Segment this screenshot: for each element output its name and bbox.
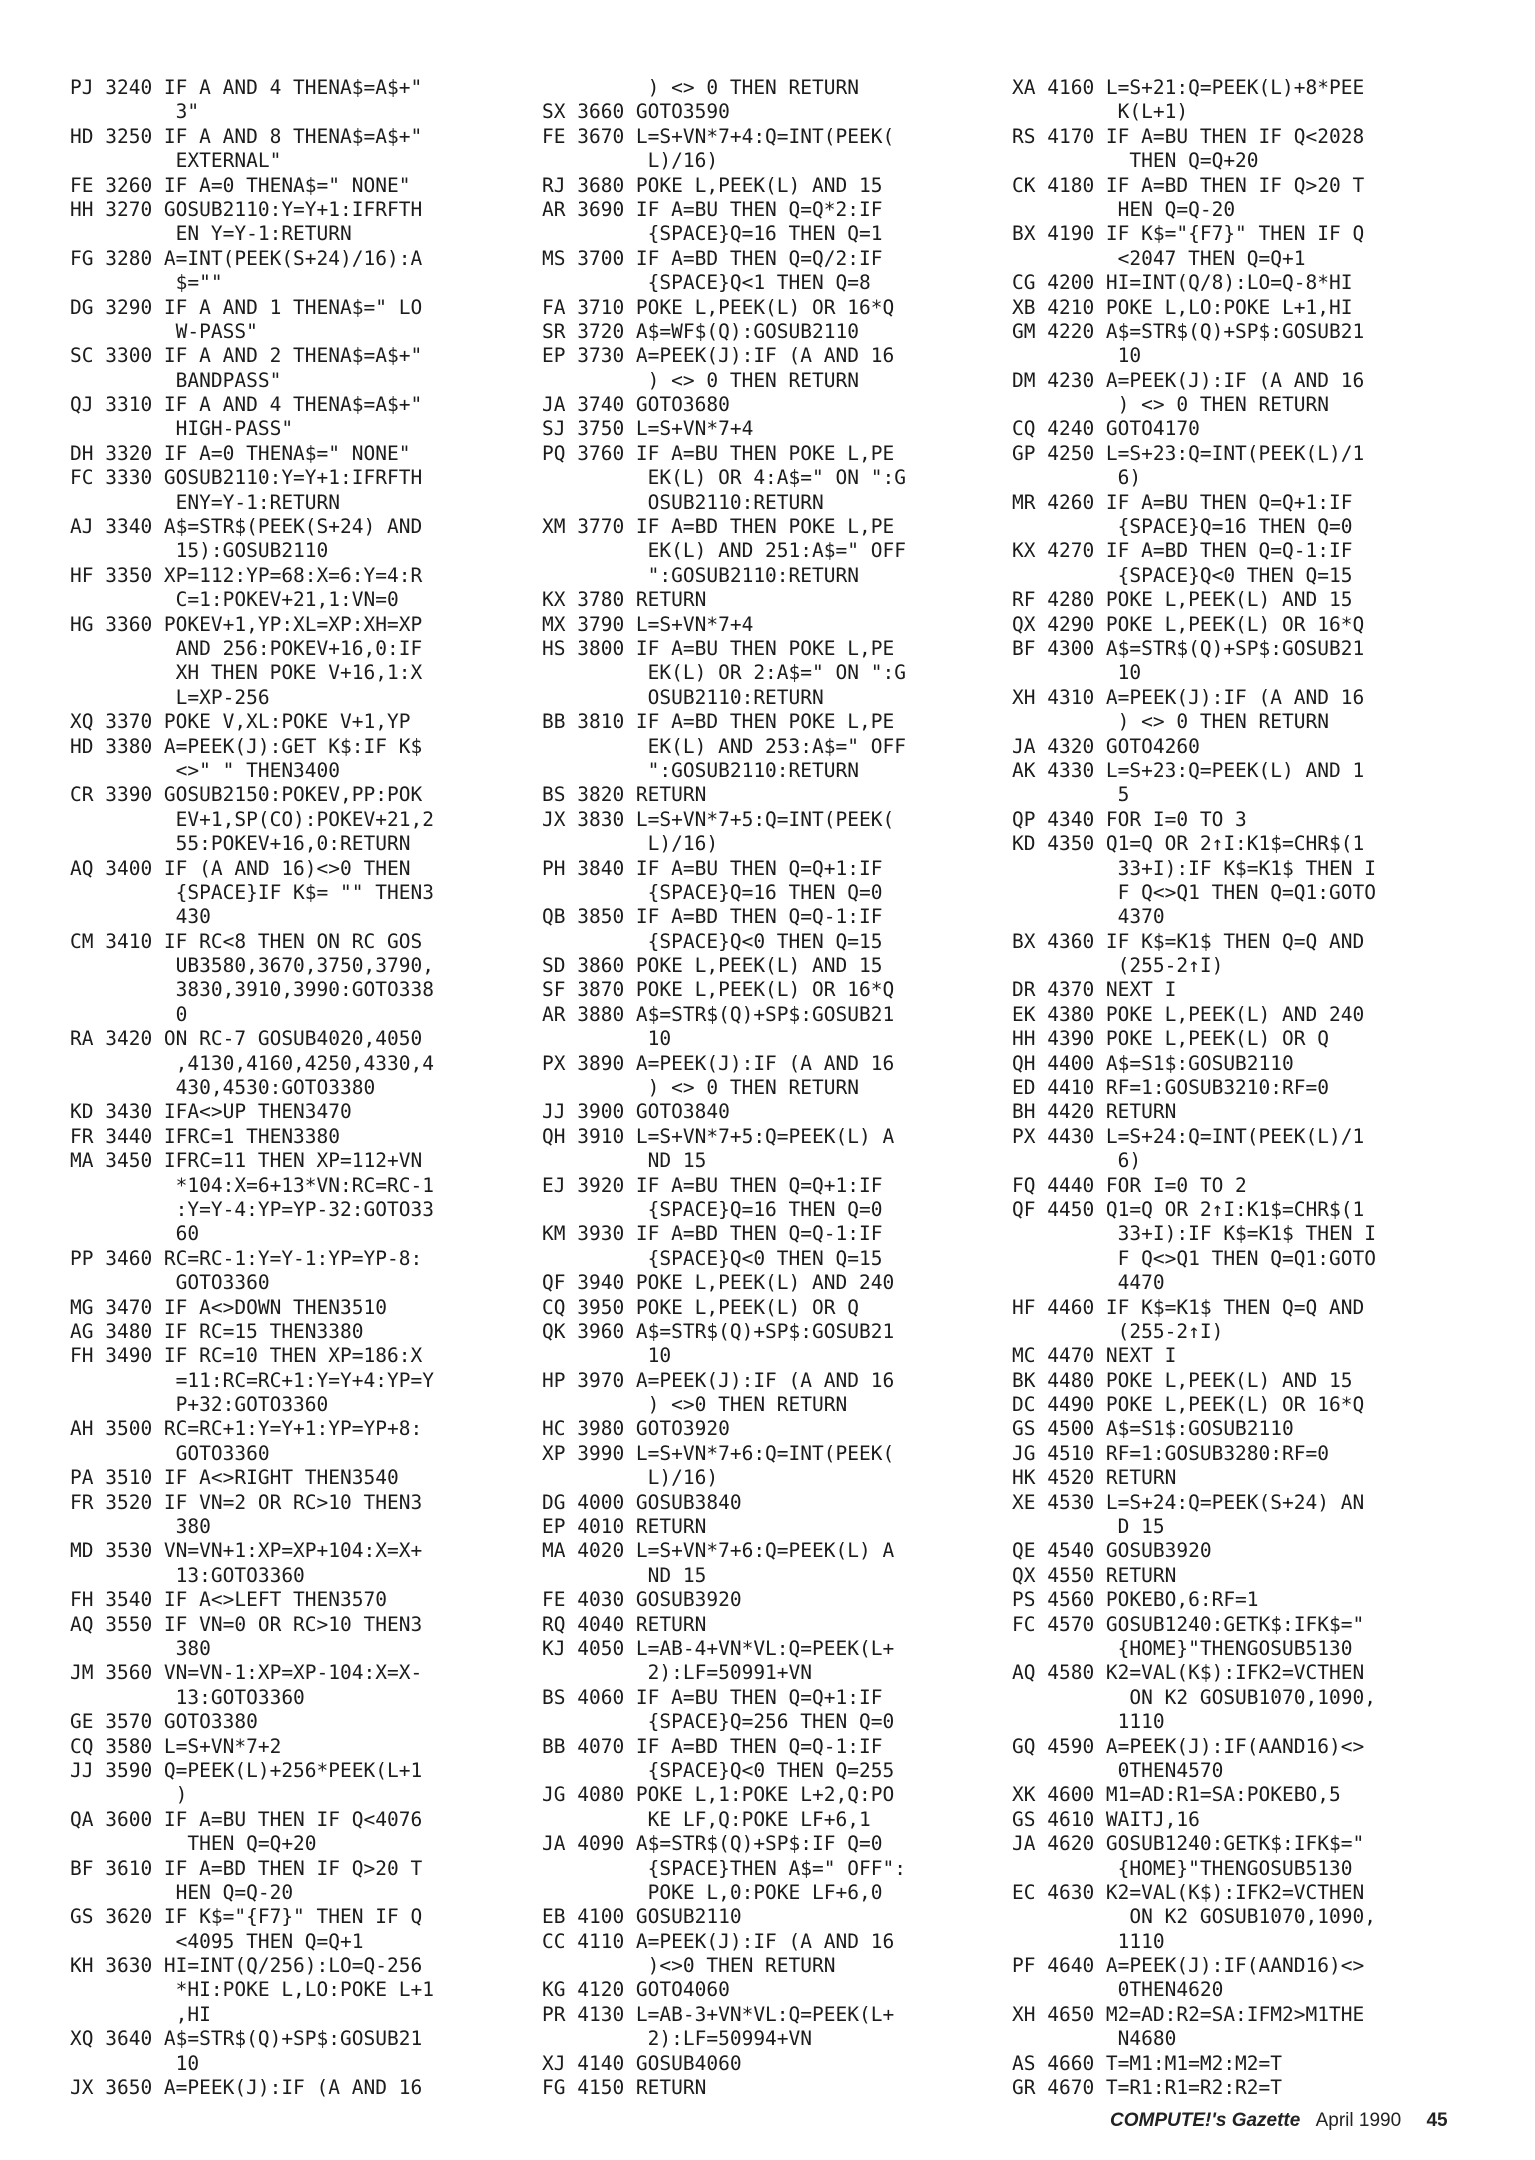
code-line: MA 4020 L=S+VN*7+6:Q=PEEK(L) A	[542, 1539, 895, 1563]
code-line: L)/16)	[542, 1466, 719, 1490]
code-line: GS 4610 WAITJ,16	[1012, 1807, 1200, 1831]
code-line: QB 3850 IF A=BD THEN Q=Q-1:IF	[542, 905, 883, 929]
code-line: BH 4420 RETURN	[1012, 1100, 1177, 1124]
code-line: XQ 3640 A$=STR$(Q)+SP$:GOSUB21	[70, 2027, 423, 2051]
code-line: QK 3960 A$=STR$(Q)+SP$:GOSUB21	[542, 1319, 895, 1343]
code-line: D 15	[1012, 1515, 1165, 1539]
code-line: L)/16)	[542, 832, 719, 856]
code-line: 0THEN4570	[1012, 1758, 1224, 1782]
code-line: PP 3460 RC=RC-1:Y=Y-1:YP=YP-8:	[70, 1246, 423, 1270]
code-line: BB 3810 IF A=BD THEN POKE L,PE	[542, 710, 895, 734]
code-line: GS 3620 IF K$="{F7}" THEN IF Q	[70, 1905, 423, 1929]
code-line: ,HI	[70, 2002, 211, 2026]
code-line: C=1:POKEV+21,1:VN=0	[70, 588, 399, 612]
code-line: {SPACE}Q<0 THEN Q=15	[542, 929, 883, 953]
code-line: JA 3740 GOTO3680	[542, 393, 730, 417]
code-line: XP 3990 L=S+VN*7+6:Q=INT(PEEK(	[542, 1441, 895, 1465]
code-line: {HOME}"THENGOSUB5130	[1012, 1637, 1353, 1660]
code-line: {SPACE}Q=16 THEN Q=0	[542, 1197, 883, 1221]
listing-column-3	[1012, 76, 1482, 2100]
code-line: RF 4280 POKE L,PEEK(L) AND 15	[1012, 588, 1353, 612]
code-line: HEN Q=Q-20	[70, 1880, 294, 1904]
code-line: 0	[70, 1002, 188, 1026]
code-line: EK(L) OR 4:A$=" ON ":G	[542, 466, 906, 490]
code-line: BB 4070 IF A=BD THEN Q=Q-1:IF	[542, 1734, 883, 1758]
code-line: UB3580,3670,3750,3790,	[70, 954, 434, 978]
code-line: XE 4530 L=S+24:Q=PEEK(S+24) AN	[1012, 1490, 1365, 1514]
code-line: PS 4560 POKEBO,6:RF=1	[1012, 1588, 1259, 1612]
code-line: 55:POKEV+16,0:RETURN	[70, 832, 411, 856]
code-line: {SPACE}Q=16 THEN Q=1	[542, 222, 883, 246]
code-line: GE 3570 GOTO3380	[70, 1710, 258, 1734]
code-line: EB 4100 GOSUB2110	[542, 1905, 742, 1929]
code-line: CR 3390 GOSUB2150:POKEV,PP:POK	[70, 783, 423, 807]
code-line: DC 4490 POKE L,PEEK(L) OR 16*Q	[1012, 1393, 1365, 1417]
code-line: 5	[1012, 783, 1130, 807]
code-line: 4470	[1012, 1271, 1165, 1295]
code-line: MC 4470 NEXT I	[1012, 1344, 1177, 1368]
code-line: 0THEN4620	[1012, 1978, 1224, 2002]
code-line: FH 3490 IF RC=10 THEN XP=186:X	[70, 1344, 423, 1368]
code-line: )	[70, 1783, 188, 1807]
code-line: AQ 3400 IF (A AND 16)<>0 THEN	[70, 856, 411, 880]
code-line: *HI:POKE L,LO:POKE L+1	[70, 1978, 434, 2002]
code-line: FR 3520 IF VN=2 OR RC>10 THEN3	[70, 1490, 423, 1514]
code-line: XH 4650 M2=AD:R2=SA:IFM2>M1THE	[1012, 2002, 1365, 2026]
code-line: DR 4370 NEXT I	[1012, 978, 1177, 1002]
code-line: JX 3830 L=S+VN*7+5:Q=INT(PEEK(	[542, 807, 895, 831]
code-line: MA 3450 IFRC=11 THEN XP=112+VN	[70, 1149, 423, 1173]
code-line: 60	[70, 1222, 200, 1246]
code-line: {HOME}"THENGOSUB5130	[1012, 1856, 1353, 1880]
code-line: XB 4210 POKE L,LO:POKE L+1,HI	[1012, 295, 1353, 319]
code-line: {SPACE}Q<0 THEN Q=15	[542, 1246, 883, 1270]
code-line: ED 4410 RF=1:GOSUB3210:RF=0	[1012, 1076, 1329, 1100]
code-line: )<>0 THEN RETURN	[542, 1954, 836, 1978]
code-line: {SPACE}Q<0 THEN Q=15	[1012, 563, 1353, 587]
code-line: {SPACE}Q<1 THEN Q=8	[542, 271, 871, 295]
code-line: EK(L) AND 251:A$=" OFF	[542, 539, 906, 563]
code-line: 4370	[1012, 905, 1165, 929]
code-line: JG 4080 POKE L,1:POKE L+2,Q:PO	[542, 1783, 895, 1807]
code-line: BF 4300 A$=STR$(Q)+SP$:GOSUB21	[1012, 636, 1365, 660]
code-line: CC 4110 A=PEEK(J):IF (A AND 16	[542, 1929, 895, 1953]
code-line: $=""	[70, 271, 223, 295]
code-line: P+32:GOTO3360	[70, 1393, 329, 1417]
code-line: HF 3350 XP=112:YP=68:X=6:Y=4:R	[70, 563, 423, 587]
code-line: DH 3320 IF A=0 THENA$=" NONE"	[70, 441, 411, 465]
code-line: HG 3360 POKEV+1,YP:XL=XP:XH=XP	[70, 612, 423, 636]
code-line: PJ 3240 IF A AND 4 THENA$=A$+"	[70, 76, 423, 99]
code-line: FG 3280 A=INT(PEEK(S+24)/16):A	[70, 246, 423, 270]
code-line: EJ 3920 IF A=BU THEN Q=Q+1:IF	[542, 1173, 883, 1197]
code-line: 10	[542, 1027, 672, 1051]
magazine-name: COMPUTE!'s Gazette	[1110, 2110, 1301, 2131]
code-line: 1110	[1012, 1929, 1165, 1953]
code-line: JG 4510 RF=1:GOSUB3280:RF=0	[1012, 1441, 1329, 1465]
code-line: 10	[1012, 344, 1142, 368]
code-line: <>" " THEN3400	[70, 758, 341, 782]
code-line: AJ 3340 A$=STR$(PEEK(S+24) AND	[70, 515, 423, 539]
issue-date: April 1990	[1315, 2110, 1402, 2131]
code-line: QF 4450 Q1=Q OR 2↑I:K1$=CHR$(1	[1012, 1197, 1365, 1221]
code-line: N4680	[1012, 2027, 1177, 2051]
code-line: F Q<>Q1 THEN Q=Q1:GOTO	[1012, 1246, 1376, 1270]
code-line: 380	[70, 1515, 211, 1539]
code-line: 430	[70, 905, 211, 929]
code-line: JA 4620 GOSUB1240:GETK$:IFK$="	[1012, 1832, 1365, 1856]
code-line: KJ 4050 L=AB-4+VN*VL:Q=PEEK(L+	[542, 1637, 895, 1660]
page-footer	[1110, 2110, 1490, 2132]
code-line: ENY=Y-1:RETURN	[70, 490, 341, 514]
code-line: MD 3530 VN=VN+1:XP=XP+104:X=X+	[70, 1539, 423, 1563]
code-line: KE LF,Q:POKE LF+6,1	[542, 1807, 871, 1831]
code-line: GM 4220 A$=STR$(Q)+SP$:GOSUB21	[1012, 319, 1365, 343]
code-line: K(L+1)	[1012, 100, 1189, 124]
code-line: ) <> 0 THEN RETURN	[1012, 393, 1329, 417]
code-line: ) <> 0 THEN RETURN	[542, 1076, 859, 1100]
code-line: {SPACE}Q=16 THEN Q=0	[542, 880, 883, 904]
code-line: BK 4480 POKE L,PEEK(L) AND 15	[1012, 1368, 1353, 1392]
code-line: AR 3690 IF A=BU THEN Q=Q*2:IF	[542, 197, 883, 221]
code-line: KD 3430 IFA<>UP THEN3470	[70, 1100, 352, 1124]
code-line: F Q<>Q1 THEN Q=Q1:GOTO	[1012, 880, 1376, 904]
code-line: {SPACE}THEN A$=" OFF":	[542, 1856, 906, 1880]
code-line: GQ 4590 A=PEEK(J):IF(AAND16)<>	[1012, 1734, 1365, 1758]
code-line: SD 3860 POKE L,PEEK(L) AND 15	[542, 954, 883, 978]
code-line: RS 4170 IF A=BU THEN IF Q<2028	[1012, 124, 1365, 148]
code-line: EN Y=Y-1:RETURN	[70, 222, 352, 246]
page-number: 45	[1426, 2110, 1448, 2131]
code-line: 15):GOSUB2110	[70, 539, 329, 563]
code-line: 10	[542, 1344, 672, 1368]
code-line: QX 4290 POKE L,PEEK(L) OR 16*Q	[1012, 612, 1365, 636]
code-line: PX 4430 L=S+24:Q=INT(PEEK(L)/1	[1012, 1124, 1365, 1148]
code-line: HP 3970 A=PEEK(J):IF (A AND 16	[542, 1368, 895, 1392]
code-line: HD 3380 A=PEEK(J):GET K$:IF K$	[70, 734, 423, 758]
code-line: BF 3610 IF A=BD THEN IF Q>20 T	[70, 1856, 423, 1880]
code-line: MS 3700 IF A=BD THEN Q=Q/2:IF	[542, 246, 883, 270]
code-line: QF 3940 POKE L,PEEK(L) AND 240	[542, 1271, 895, 1295]
code-line: HH 3270 GOSUB2110:Y=Y+1:IFRFTH	[70, 197, 423, 221]
code-line: KX 3780 RETURN	[542, 588, 707, 612]
code-line: HF 4460 IF K$=K1$ THEN Q=Q AND	[1012, 1295, 1365, 1319]
code-line: <2047 THEN Q=Q+1	[1012, 246, 1306, 270]
code-line: ) <> 0 THEN RETURN	[542, 368, 859, 392]
code-line: EP 4010 RETURN	[542, 1515, 707, 1539]
code-line: FE 3260 IF A=0 THENA$=" NONE"	[70, 173, 411, 197]
code-line: L=XP-256	[70, 685, 270, 709]
code-line: OSUB2110:RETURN	[542, 685, 824, 709]
code-line: L)/16)	[542, 149, 719, 173]
code-line: SR 3720 A$=WF$(Q):GOSUB2110	[542, 319, 859, 343]
code-line: MR 4260 IF A=BU THEN Q=Q+1:IF	[1012, 490, 1353, 514]
code-line: AND 256:POKEV+16,0:IF	[70, 636, 423, 660]
code-line: QJ 3310 IF A AND 4 THENA$=A$+"	[70, 393, 423, 417]
code-line: FC 4570 GOSUB1240:GETK$:IFK$="	[1012, 1612, 1365, 1636]
code-line: CQ 3580 L=S+VN*7+2	[70, 1734, 282, 1758]
code-line: FC 3330 GOSUB2110:Y=Y+1:IFRFTH	[70, 466, 423, 490]
code-line: XQ 3370 POKE V,XL:POKE V+1,YP	[70, 710, 411, 734]
code-line: HH 4390 POKE L,PEEK(L) OR Q	[1012, 1027, 1329, 1051]
code-line: ND 15	[542, 1563, 707, 1587]
code-line: 33+I):IF K$=K1$ THEN I	[1012, 856, 1376, 880]
code-line: 13:GOTO3360	[70, 1563, 305, 1587]
code-line: QH 4400 A$=S1$:GOSUB2110	[1012, 1051, 1294, 1075]
code-line: 33+I):IF K$=K1$ THEN I	[1012, 1222, 1376, 1246]
code-line: AR 3880 A$=STR$(Q)+SP$:GOSUB21	[542, 1002, 895, 1026]
code-line: EP 3730 A=PEEK(J):IF (A AND 16	[542, 344, 895, 368]
code-line: QP 4340 FOR I=0 TO 3	[1012, 807, 1247, 831]
code-line: KG 4120 GOTO4060	[542, 1978, 730, 2002]
code-line: 6)	[1012, 466, 1142, 490]
code-line: JM 3560 VN=VN-1:XP=XP-104:X=X-	[70, 1661, 423, 1685]
code-line: BX 4360 IF K$=K1$ THEN Q=Q AND	[1012, 929, 1365, 953]
code-line: PX 3890 A=PEEK(J):IF (A AND 16	[542, 1051, 895, 1075]
code-line: DG 4000 GOSUB3840	[542, 1490, 742, 1514]
code-line: FA 3710 POKE L,PEEK(L) OR 16*Q	[542, 295, 895, 319]
code-line: 6)	[1012, 1149, 1142, 1173]
code-line: PA 3510 IF A<>RIGHT THEN3540	[70, 1466, 399, 1490]
code-line: {SPACE}Q=256 THEN Q=0	[542, 1710, 895, 1734]
code-line: BX 4190 IF K$="{F7}" THEN IF Q	[1012, 222, 1365, 246]
code-line: :Y=Y-4:YP=YP-32:GOTO33	[70, 1197, 434, 1221]
code-line: GR 4670 T=R1:R1=R2:R2=T	[1012, 2076, 1283, 2100]
code-line: {SPACE}IF K$= "" THEN3	[70, 880, 434, 904]
code-line: CQ 4240 GOTO4170	[1012, 417, 1200, 441]
code-line: HIGH-PASS"	[70, 417, 294, 441]
code-line: JJ 3590 Q=PEEK(L)+256*PEEK(L+1	[70, 1758, 423, 1782]
code-line: SJ 3750 L=S+VN*7+4	[542, 417, 754, 441]
listing-column-2	[542, 76, 1012, 2100]
code-line: POKE L,0:POKE LF+6,0	[542, 1880, 883, 1904]
code-line: AQ 4580 K2=VAL(K$):IFK2=VCTHEN	[1012, 1661, 1365, 1685]
code-line: 2):LF=50994+VN	[542, 2027, 813, 2051]
listing-column-1	[70, 76, 540, 2100]
code-line: GS 4500 A$=S1$:GOSUB2110	[1012, 1417, 1294, 1441]
code-line: THEN Q=Q+20	[70, 1832, 317, 1856]
code-line: GP 4250 L=S+23:Q=INT(PEEK(L)/1	[1012, 441, 1365, 465]
code-line: FH 3540 IF A<>LEFT THEN3570	[70, 1588, 387, 1612]
code-line: HC 3980 GOTO3920	[542, 1417, 730, 1441]
code-line: EK(L) AND 253:A$=" OFF	[542, 734, 906, 758]
code-line: CM 3410 IF RC<8 THEN ON RC GOS	[70, 929, 423, 953]
code-line: XH THEN POKE V+16,1:X	[70, 661, 423, 685]
code-line: 430,4530:GOTO3380	[70, 1076, 376, 1100]
code-line: FE 4030 GOSUB3920	[542, 1588, 742, 1612]
code-line: JA 4320 GOTO4260	[1012, 734, 1200, 758]
code-line: HD 3250 IF A AND 8 THENA$=A$+"	[70, 124, 423, 148]
code-line: =11:RC=RC+1:Y=Y+4:YP=Y	[70, 1368, 434, 1392]
code-line: FE 3670 L=S+VN*7+4:Q=INT(PEEK(	[542, 124, 895, 148]
code-line: BS 3820 RETURN	[542, 783, 707, 807]
code-line: BS 4060 IF A=BU THEN Q=Q+1:IF	[542, 1685, 883, 1709]
code-line: FQ 4440 FOR I=0 TO 2	[1012, 1173, 1247, 1197]
code-line: OSUB2110:RETURN	[542, 490, 824, 514]
code-line: EK(L) OR 2:A$=" ON ":G	[542, 661, 906, 685]
code-line: KM 3930 IF A=BD THEN Q=Q-1:IF	[542, 1222, 883, 1246]
code-line: (255-2↑I)	[1012, 1319, 1224, 1343]
code-line: XK 4600 M1=AD:R1=SA:POKEBO,5	[1012, 1783, 1341, 1807]
code-line: ":GOSUB2110:RETURN	[542, 563, 859, 587]
code-line: 380	[70, 1637, 211, 1660]
code-line: CK 4180 IF A=BD THEN IF Q>20 T	[1012, 173, 1365, 197]
code-line: KH 3630 HI=INT(Q/256):LO=Q-256	[70, 1954, 423, 1978]
code-line: FR 3440 IFRC=1 THEN3380	[70, 1124, 341, 1148]
code-line: SF 3870 POKE L,PEEK(L) OR 16*Q	[542, 978, 895, 1002]
code-line: 3830,3910,3990:GOTO338	[70, 978, 434, 1002]
code-line: ) <> 0 THEN RETURN	[1012, 710, 1329, 734]
code-line: JJ 3900 GOTO3840	[542, 1100, 730, 1124]
code-line: EC 4630 K2=VAL(K$):IFK2=VCTHEN	[1012, 1880, 1365, 1904]
code-line: 10	[1012, 661, 1142, 685]
code-line: ,4130,4160,4250,4330,4	[70, 1051, 434, 1075]
code-line: DG 3290 IF A AND 1 THENA$=" LO	[70, 295, 423, 319]
code-line: HEN Q=Q-20	[1012, 197, 1236, 221]
code-line: (255-2↑I)	[1012, 954, 1224, 978]
code-line: DM 4230 A=PEEK(J):IF (A AND 16	[1012, 368, 1365, 392]
code-line: 10	[70, 2051, 200, 2075]
code-line: W-PASS"	[70, 319, 258, 343]
code-line: {SPACE}Q=16 THEN Q=0	[1012, 515, 1353, 539]
code-line: QE 4540 GOSUB3920	[1012, 1539, 1212, 1563]
code-line: XM 3770 IF A=BD THEN POKE L,PE	[542, 515, 895, 539]
code-line: AG 3480 IF RC=15 THEN3380	[70, 1319, 364, 1343]
code-line: BANDPASS"	[70, 368, 282, 392]
code-line: RJ 3680 POKE L,PEEK(L) AND 15	[542, 173, 883, 197]
code-line: ":GOSUB2110:RETURN	[542, 758, 859, 782]
code-line: THEN Q=Q+20	[1012, 149, 1259, 173]
code-line: QH 3910 L=S+VN*7+5:Q=PEEK(L) A	[542, 1124, 895, 1148]
code-line: 3"	[70, 100, 200, 124]
code-line: JX 3650 A=PEEK(J):IF (A AND 16	[70, 2076, 423, 2100]
code-line: PR 4130 L=AB-3+VN*VL:Q=PEEK(L+	[542, 2002, 895, 2026]
code-line: HS 3800 IF A=BU THEN POKE L,PE	[542, 636, 895, 660]
code-line: PH 3840 IF A=BU THEN Q=Q+1:IF	[542, 856, 883, 880]
code-line: AQ 3550 IF VN=0 OR RC>10 THEN3	[70, 1612, 423, 1636]
code-line: AH 3500 RC=RC+1:Y=Y+1:YP=YP+8:	[70, 1417, 423, 1441]
code-line: AK 4330 L=S+23:Q=PEEK(L) AND 1	[1012, 758, 1365, 782]
code-line: ND 15	[542, 1149, 707, 1173]
code-line: XJ 4140 GOSUB4060	[542, 2051, 742, 2075]
code-line: QX 4550 RETURN	[1012, 1563, 1177, 1587]
code-line: ) <>0 THEN RETURN	[542, 1393, 848, 1417]
code-line: EV+1,SP(CO):POKEV+21,2	[70, 807, 434, 831]
code-line: KX 4270 IF A=BD THEN Q=Q-1:IF	[1012, 539, 1353, 563]
code-line: ) <> 0 THEN RETURN	[542, 76, 859, 99]
code-line: GOTO3360	[70, 1271, 270, 1295]
code-line: MG 3470 IF A<>DOWN THEN3510	[70, 1295, 387, 1319]
code-line: MX 3790 L=S+VN*7+4	[542, 612, 754, 636]
code-line: PF 4640 A=PEEK(J):IF(AAND16)<>	[1012, 1954, 1365, 1978]
code-line: 2):LF=50991+VN	[542, 1661, 813, 1685]
code-line: <4095 THEN Q=Q+1	[70, 1929, 364, 1953]
code-line: SC 3300 IF A AND 2 THENA$=A$+"	[70, 344, 423, 368]
code-line: PQ 3760 IF A=BU THEN POKE L,PE	[542, 441, 895, 465]
code-line: EXTERNAL"	[70, 149, 282, 173]
code-line: RA 3420 ON RC-7 GOSUB4020,4050	[70, 1027, 423, 1051]
code-line: RQ 4040 RETURN	[542, 1612, 707, 1636]
code-line: HK 4520 RETURN	[1012, 1466, 1177, 1490]
code-line: {SPACE}Q<0 THEN Q=255	[542, 1758, 895, 1782]
code-line: CQ 3950 POKE L,PEEK(L) OR Q	[542, 1295, 859, 1319]
code-line: ON K2 GOSUB1070,1090,	[1012, 1905, 1376, 1929]
code-line: ON K2 GOSUB1070,1090,	[1012, 1685, 1376, 1709]
code-line: XH 4310 A=PEEK(J):IF (A AND 16	[1012, 685, 1365, 709]
code-line: SX 3660 GOTO3590	[542, 100, 730, 124]
code-line: FG 4150 RETURN	[542, 2076, 707, 2100]
code-line: *104:X=6+13*VN:RC=RC-1	[70, 1173, 434, 1197]
code-line: GOTO3360	[70, 1441, 270, 1465]
code-line: JA 4090 A$=STR$(Q)+SP$:IF Q=0	[542, 1832, 883, 1856]
code-line: AS 4660 T=M1:M1=M2:M2=T	[1012, 2051, 1283, 2075]
code-line: XA 4160 L=S+21:Q=PEEK(L)+8*PEE	[1012, 76, 1365, 99]
code-line: EK 4380 POKE L,PEEK(L) AND 240	[1012, 1002, 1365, 1026]
code-line: 13:GOTO3360	[70, 1685, 305, 1709]
code-line: CG 4200 HI=INT(Q/8):LO=Q-8*HI	[1012, 271, 1353, 295]
code-line: 1110	[1012, 1710, 1165, 1734]
code-line: KD 4350 Q1=Q OR 2↑I:K1$=CHR$(1	[1012, 832, 1365, 856]
code-line: QA 3600 IF A=BU THEN IF Q<4076	[70, 1807, 423, 1831]
